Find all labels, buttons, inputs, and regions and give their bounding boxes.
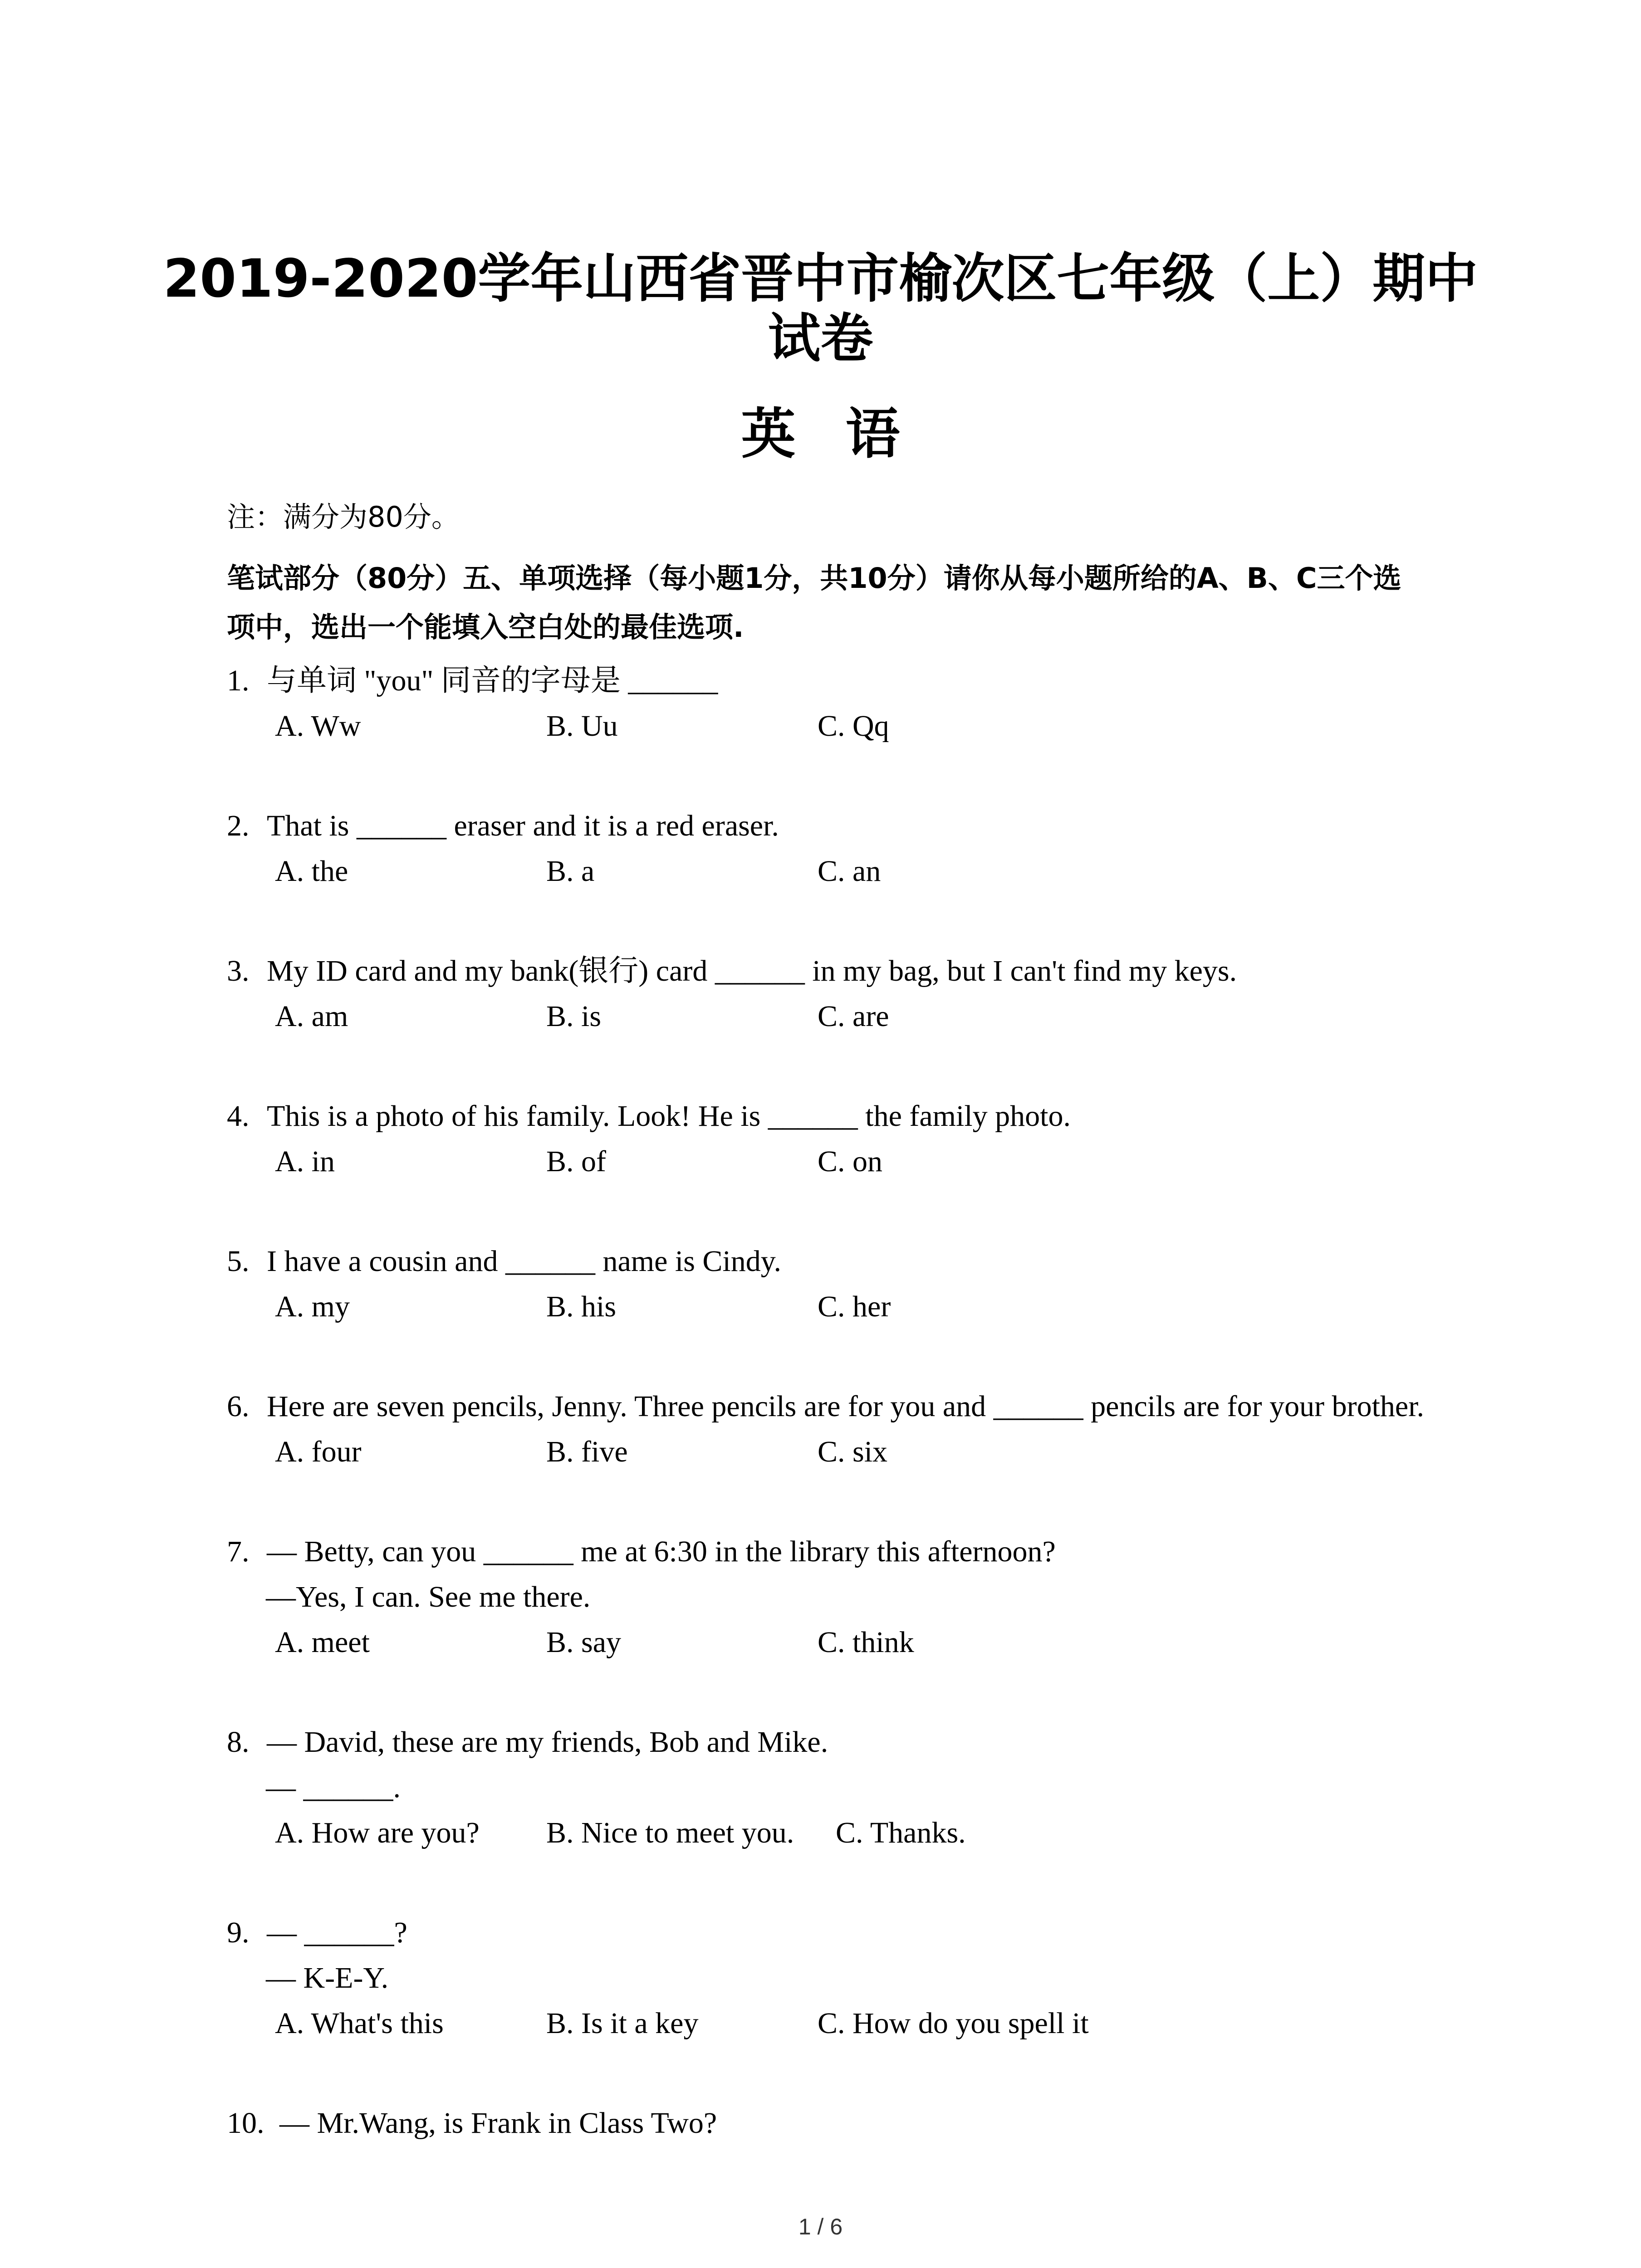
option-c[interactable]: C. Qq (818, 709, 889, 743)
option-c[interactable]: C. think (818, 1626, 914, 1659)
option-a[interactable]: A. meet (275, 1626, 370, 1659)
option-a[interactable]: A. What's this (275, 2007, 444, 2040)
question-stem (227, 1531, 1056, 1572)
option-c[interactable]: C. on (818, 1145, 883, 1178)
question-text: This is a photo of his family. Look! He is ______ the family photo. (267, 1100, 1071, 1133)
question-number: 9. (227, 1916, 250, 1949)
question-number: 2. (227, 809, 250, 842)
question-number: 4. (227, 1100, 250, 1133)
question-stem (227, 1241, 781, 1282)
option-b[interactable]: B. a (546, 855, 595, 888)
option-b[interactable]: B. is (546, 1000, 602, 1033)
question-text: — Betty, can you ______ me at 6:30 in the library this afternoon? (267, 1535, 1056, 1568)
option-c[interactable]: C. Thanks. (836, 1816, 966, 1849)
option-c[interactable]: C. her (818, 1290, 891, 1323)
option-b[interactable]: B. Nice to meet you. (546, 1816, 794, 1849)
question-stem (227, 660, 718, 701)
option-a[interactable]: A. am (275, 1000, 348, 1033)
question-stem (227, 2103, 717, 2144)
question-number: 10. (227, 2107, 265, 2140)
dialogue-response: — ______. (266, 1771, 401, 1804)
option-b[interactable]: B. Is it a key (546, 2007, 699, 2040)
score-note: 注：满分为80分。 (227, 500, 460, 533)
question-text: — ______? (267, 1916, 407, 1949)
page-number: 1 / 6 (798, 2214, 843, 2239)
question-text: 与单词 "you" 同音的字母是 ______ (267, 664, 718, 697)
question-number: 6. (227, 1390, 250, 1423)
subject-heading: 英语 (741, 402, 950, 466)
question-text: — David, these are my friends, Bob and Mike. (267, 1725, 828, 1759)
option-a[interactable]: A. my (275, 1290, 350, 1323)
question-stem (227, 951, 1237, 992)
question-text: That is ______ eraser and it is a red eraser. (267, 809, 779, 842)
question-number: 1. (227, 664, 250, 697)
option-a[interactable]: A. How are you? (275, 1816, 480, 1849)
option-b[interactable]: B. say (546, 1626, 621, 1659)
question-stem (227, 1722, 828, 1763)
question-text: I have a cousin and ______ name is Cindy. (267, 1245, 781, 1278)
dialogue-response: —Yes, I can. See me there. (266, 1580, 591, 1613)
option-b[interactable]: B. his (546, 1290, 617, 1323)
option-a[interactable]: A. the (275, 855, 348, 888)
section-instruction-line1: 笔试部分（80分）五、单项选择（每小题1分，共10分）请你从每小题所给的A、B、C三个选 (227, 562, 1401, 595)
question-number: 8. (227, 1725, 250, 1759)
option-c[interactable]: C. an (818, 855, 881, 888)
question-text: — Mr.Wang, is Frank in Class Two? (279, 2107, 717, 2140)
dialogue-response: — K-E-Y. (266, 1961, 389, 1994)
exam-title-line2: 试卷 (768, 308, 873, 369)
question-text: My ID card and my bank(银行) card ______ in my bag, but I can't find my keys. (267, 954, 1237, 987)
option-b[interactable]: B. Uu (546, 709, 618, 743)
question-number: 5. (227, 1245, 250, 1278)
option-c[interactable]: C. are (818, 1000, 889, 1033)
question-stem (227, 806, 779, 846)
option-a[interactable]: A. Ww (275, 709, 361, 743)
option-c[interactable]: C. How do you spell it (818, 2007, 1089, 2040)
question-number: 7. (227, 1535, 250, 1568)
option-b[interactable]: B. five (546, 1435, 628, 1468)
option-b[interactable]: B. of (546, 1145, 606, 1178)
option-a[interactable]: A. four (275, 1435, 362, 1468)
question-text: Here are seven pencils, Jenny. Three pencils are for you and ______ pencils are for your brother. (267, 1390, 1425, 1423)
question-stem (227, 1096, 1071, 1137)
question-number: 3. (227, 954, 250, 987)
option-c[interactable]: C. six (818, 1435, 888, 1468)
section-instruction-line2: 项中，选出一个能填入空白处的最佳选项. (227, 611, 744, 644)
question-stem (227, 1386, 1424, 1427)
option-a[interactable]: A. in (275, 1145, 335, 1178)
exam-title-line1: 2019-2020学年山西省晋中市榆次区七年级（上）期中 (163, 248, 1478, 309)
question-stem (227, 1912, 407, 1953)
